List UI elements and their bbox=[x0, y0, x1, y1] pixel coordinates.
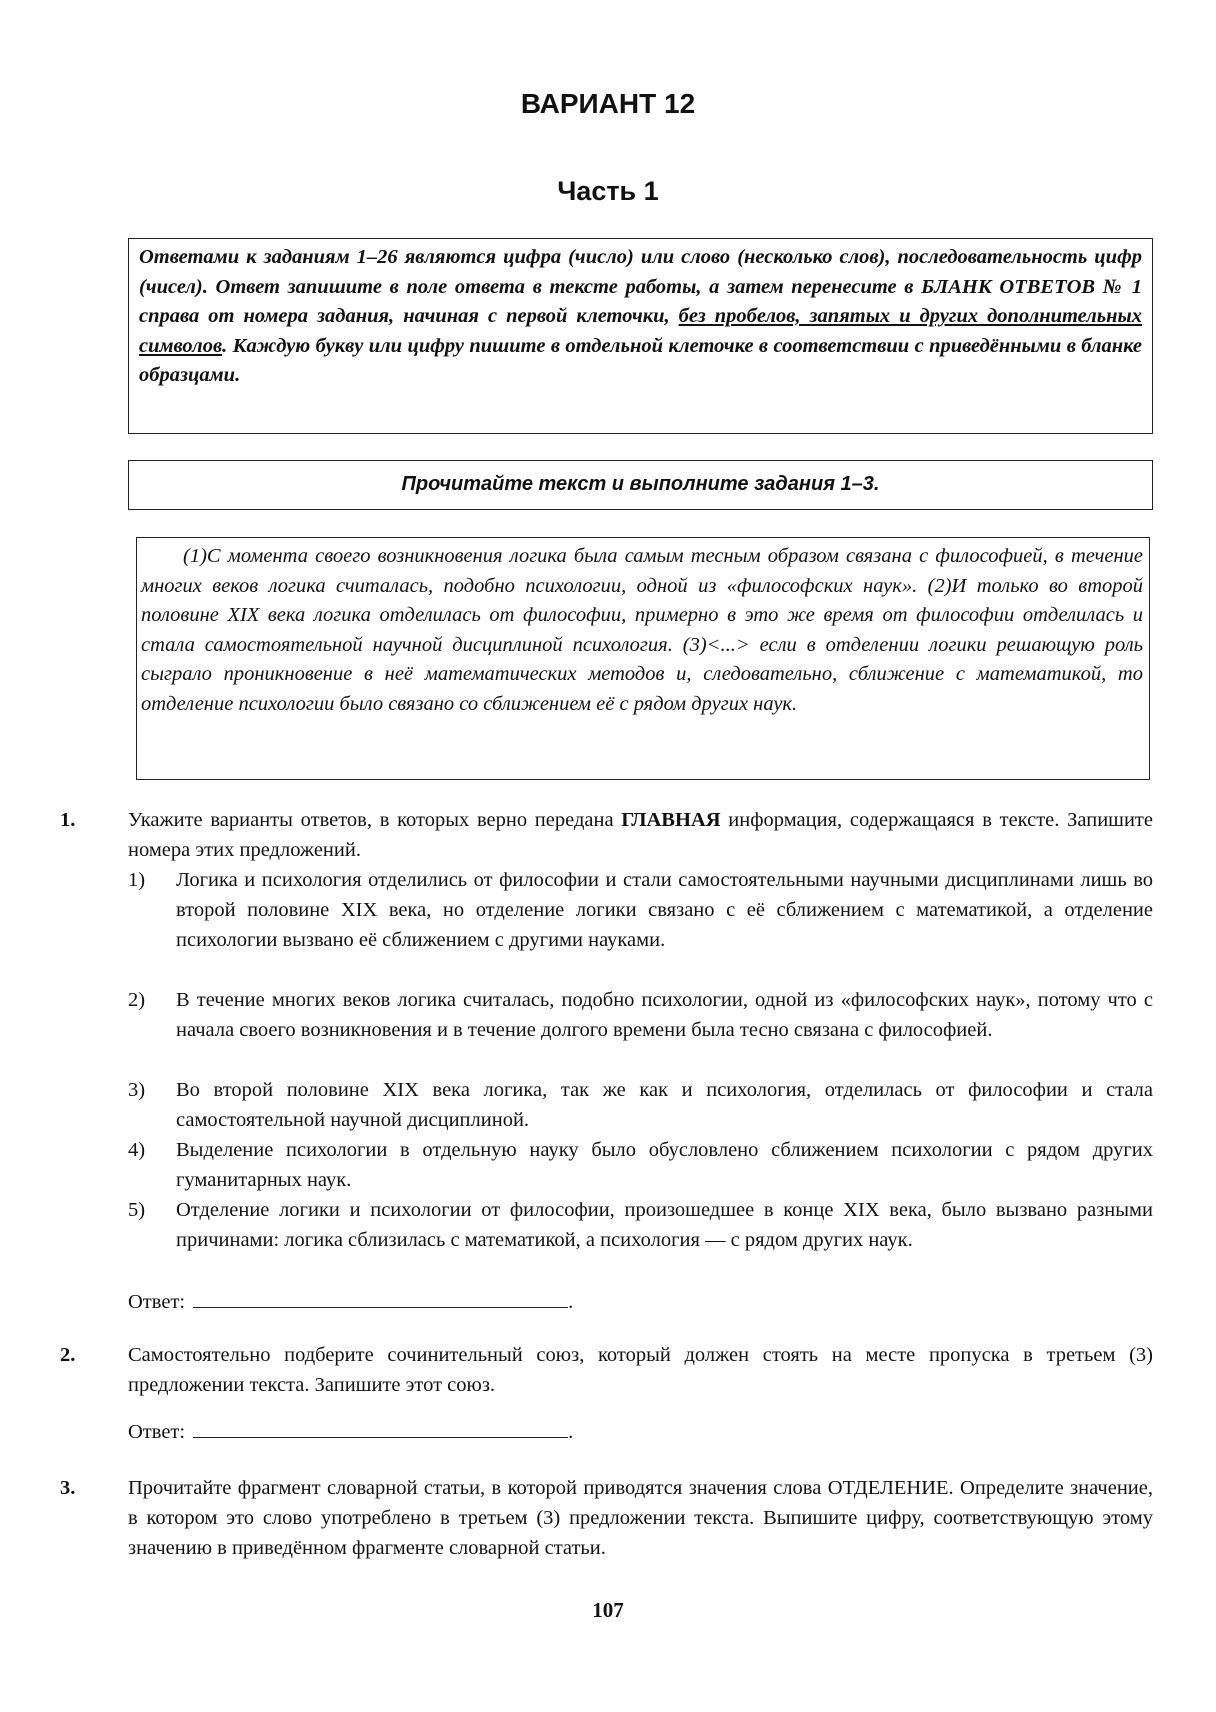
option-text: Во второй половине XIX века логика, так же как и психология, отделилась от философии и стала самостоятельной научной дисциплиной. bbox=[176, 1079, 1153, 1131]
task-text-bold: ГЛАВНАЯ bbox=[621, 809, 721, 831]
instructions-text-end: . Каждую букву или цифру пишите в отдельной клеточке в соответствии с приведёнными в бланке образцами. bbox=[139, 334, 1142, 386]
option-text: Выделение психологии в отдельную науку было обусловлено сближением психологии с рядом других гуманитарных наук. bbox=[176, 1139, 1153, 1191]
task-number: 1. bbox=[60, 809, 76, 831]
option-text: Отделение логики и психологии от философии, произошедшее в конце XIX века, было вызвано разными причинами: логика сблизилась с математикой, а психология — с рядом других наук. bbox=[176, 1199, 1153, 1251]
answer-2 bbox=[128, 1415, 573, 1447]
task-text-part-end: информация, содержащаяся в тексте. Запишите номера этих предложений. bbox=[128, 809, 1153, 861]
answer-1 bbox=[128, 1285, 573, 1317]
answer-label: Ответ: bbox=[128, 1421, 186, 1443]
task-text-part: Укажите варианты ответов, в которых верно передана bbox=[128, 809, 622, 831]
variant-title: ВАРИАНТ 12 bbox=[520, 88, 696, 119]
instructions-underlined: без пробелов, запятых и других дополнительных символов bbox=[139, 305, 1142, 357]
task-number: 2. bbox=[60, 1344, 76, 1366]
instructions-box bbox=[128, 238, 1153, 434]
option-text: Логика и психология отделились от философии и стали самостоятельными научными дисциплинами лишь во второй половине XIX века, но отделение логики связано с её сближением с математикой, а отделение психологии вызвано её сближением с другими науками. bbox=[176, 869, 1153, 951]
read-prompt-box bbox=[128, 460, 1153, 510]
read-prompt: Прочитайте текст и выполните задания 1–3. bbox=[401, 473, 880, 495]
reading-text: (1)С момента своего возникновения логика была самым тесным образом связана с философией, в течение многих веков логика считалась, подобно психологии, одной из «философских наук». (2)И только во второй половине XIX века логика отделилась от философии, примерно в это же время от философии отделилась и стала самостоятельной научной дисциплиной психология. (3)<...> если в отделении логики решающую роль сыграло проникновение в неё математических методов и, следовательно, сближение с математикой, то отделение психологии было связано со сближением её с рядом других наук. bbox=[141, 545, 1143, 715]
option-number: 3) bbox=[128, 1079, 146, 1101]
instructions-text: Ответами к заданиям 1–26 являются цифра (число) или слово (несколько слов), последовательность цифр (чисел). Ответ запишите в поле ответа в тексте работы, а затем перенесите в БЛАНК ОТВЕТОВ № 1 справа от номера задания, начиная с первой клеточки, bbox=[139, 246, 1142, 327]
option-text: В течение многих веков логика считалась, подобно психологии, одной из «философских наук», потому что с начала своего возникновения и в течение долгого времени была тесно связана с философией. bbox=[176, 989, 1153, 1041]
reading-text-box bbox=[136, 537, 1150, 780]
answer-1-field[interactable] bbox=[193, 1285, 568, 1308]
option-number: 5) bbox=[128, 1199, 146, 1221]
answer-end: . bbox=[568, 1421, 574, 1443]
answer-label: Ответ: bbox=[128, 1291, 186, 1313]
task-number: 3. bbox=[60, 1477, 76, 1499]
answer-2-field[interactable] bbox=[193, 1415, 568, 1438]
task-text: Прочитайте фрагмент словарной статьи, в которой приводятся значения слова ОТДЕЛЕНИЕ. Определите значение, в котором это слово употреблено в третьем (3) предложении текста. Выпишите цифру, соответствующую этому значению в приведённом фрагменте словарной статьи. bbox=[128, 1477, 1153, 1559]
answer-end: . bbox=[568, 1291, 574, 1313]
option-number: 1) bbox=[128, 869, 146, 891]
option-number: 4) bbox=[128, 1139, 146, 1161]
part-title: Часть 1 bbox=[557, 176, 659, 206]
page-number: 107 bbox=[592, 1598, 624, 1622]
task-text bbox=[128, 805, 1153, 865]
task-text: Самостоятельно подберите сочинительный союз, который должен стоять на месте пропуска в третьем (3) предложении текста. Запишите этот союз. bbox=[128, 1344, 1153, 1396]
option-number: 2) bbox=[128, 989, 146, 1011]
